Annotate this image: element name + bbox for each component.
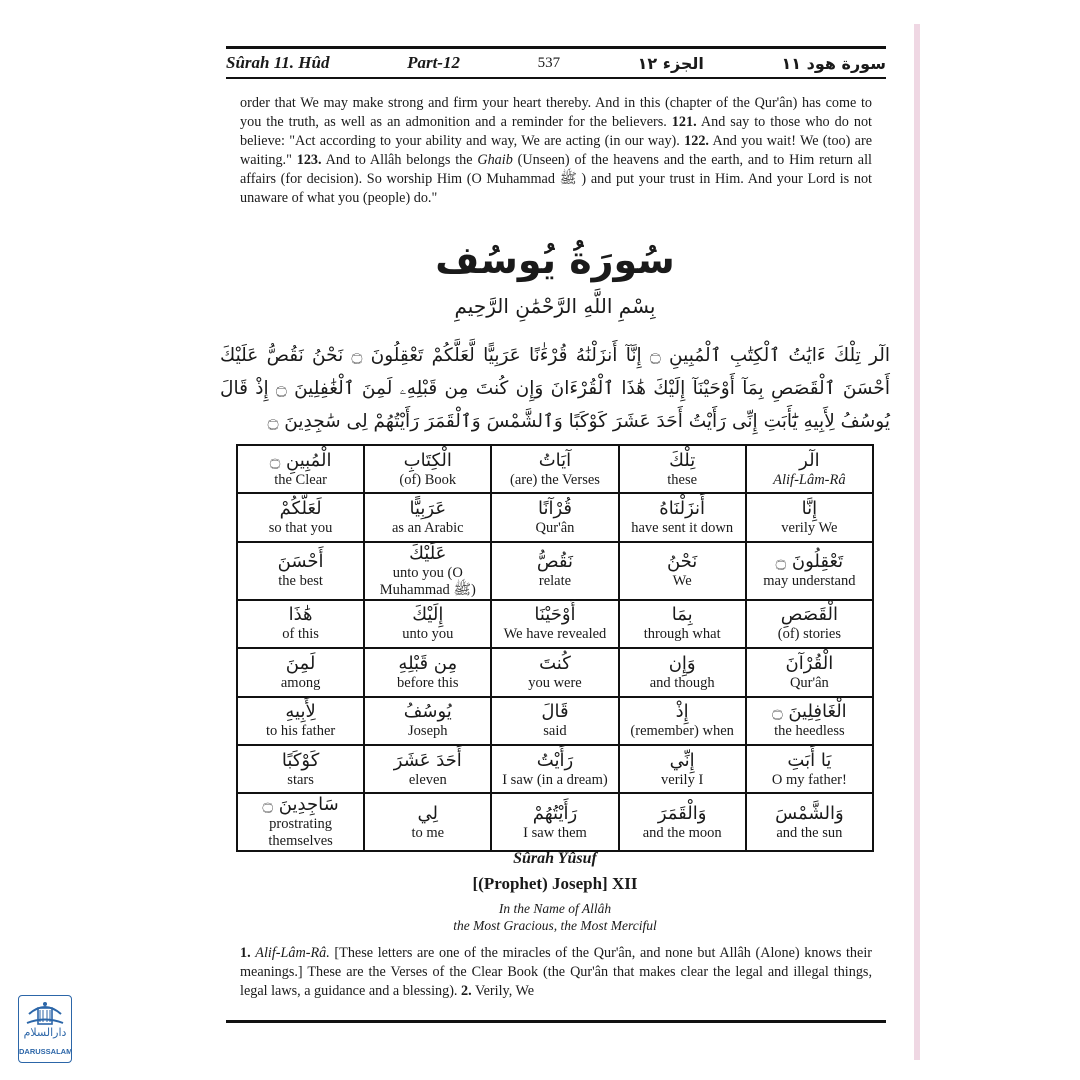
arabic-word: وَالشَّمْسَ	[775, 802, 844, 824]
text-run: And to Allâh belongs the	[321, 152, 478, 168]
english-gloss: to his father	[265, 723, 336, 740]
arabic-word: عَرَبِيًّا	[409, 498, 447, 520]
header-part: Part-12	[407, 53, 460, 72]
header-juz-arabic: الجزء ١٢	[637, 53, 704, 73]
english-gloss: relate	[538, 573, 572, 590]
surah-heading-subtitle: [(Prophet) Joseph] XII	[472, 874, 638, 893]
english-gloss: (remember) when	[630, 723, 734, 740]
arabic-word: يُوسُفُ	[403, 701, 452, 723]
english-gloss: Qur'ân	[789, 674, 829, 691]
word-cell	[746, 793, 873, 851]
word-cell	[237, 745, 364, 793]
arabic-word: سَاجِدِينَ ۝	[262, 794, 339, 816]
word-cell	[364, 600, 491, 648]
running-header	[226, 46, 886, 79]
invocation-line-2: the Most Gracious, the Most Merciful	[453, 918, 657, 933]
arabic-word: كُنتَ	[539, 652, 571, 674]
arabic-word: الْغَافِلِينَ ۝	[772, 701, 847, 723]
word-cell	[619, 745, 746, 793]
table-row	[237, 745, 873, 793]
logo-arabic-text: دارالسلام	[23, 1026, 67, 1039]
word-cell	[237, 793, 364, 851]
arabic-word: أَحْسَنَ	[277, 551, 324, 573]
word-cell	[491, 697, 618, 745]
arabic-word: رَأَيْتُ	[536, 749, 574, 771]
word-cell	[237, 542, 364, 600]
word-cell	[364, 445, 491, 493]
header-surah: Sûrah 11. Hûd	[226, 53, 330, 72]
arabic-word: لَمِنَ	[285, 652, 316, 674]
arabic-word: الْكِتَابِ	[403, 449, 452, 471]
english-gloss: through what	[643, 626, 721, 643]
english-gloss: may understand	[763, 573, 856, 590]
verse-number: 1.	[240, 945, 251, 961]
english-gloss: to me	[411, 824, 445, 841]
english-gloss: (are) the Verses	[510, 471, 600, 488]
word-cell	[619, 542, 746, 600]
table-row	[237, 648, 873, 696]
table-row	[237, 542, 873, 600]
arabic-word: يَا أَبَتِ	[787, 749, 832, 771]
english-gloss: the best	[278, 573, 323, 590]
word-cell	[364, 697, 491, 745]
text-run: And you wait! We (too) are waiting."	[240, 133, 872, 168]
arabic-word: إِلَيْكَ	[412, 604, 444, 626]
word-cell	[746, 697, 873, 745]
english-gloss: prostrating themselves	[268, 816, 333, 850]
word-cell	[746, 745, 873, 793]
arabic-word: لَعَلَّكُمْ	[279, 498, 322, 520]
arabic-word: تَعْقِلُونَ ۝	[775, 551, 844, 573]
word-cell	[364, 493, 491, 541]
text-run: [These letters are one of the miracles of the Qur'ân, and none but Allâh (Alone) knows their meanings.] These are the Verses of the Clear Book (the Qur'ân that makes clear the legal and illegal things, legal laws, a guidance and a blessing).	[240, 945, 872, 999]
text-run: And say to those who do not believe: "Act according to your ability and way, We are acting (in our way).	[240, 114, 872, 149]
italic-term: Alif-Lâm-Râ.	[255, 945, 330, 961]
arabic-word: نَحْنُ	[666, 551, 698, 573]
darussalam-logo	[18, 995, 72, 1063]
word-cell	[491, 493, 618, 541]
english-gloss: as an Arabic	[391, 520, 464, 537]
verse-number: 2.	[461, 983, 472, 999]
english-gloss: unto you (O Muhammad ﷺ)	[379, 564, 476, 598]
text-run: order that We may make strong and firm your heart thereby. And in this (chapter of the Qur'ân) has come to you the truth, as well as an admonition and a reminder for the believers.	[240, 95, 872, 130]
english-gloss: eleven	[408, 771, 447, 788]
logo-english-text: DARUSSALAM	[19, 1047, 73, 1056]
arabic-word: رَأَيْتُهُمْ	[532, 802, 578, 824]
english-gloss: verily We	[781, 520, 838, 537]
english-gloss: We	[672, 573, 692, 590]
surah-title-calligraphy: سُورَةُ يُوسُف	[435, 238, 675, 282]
arabic-word: كَوْكَبًا	[281, 749, 320, 771]
english-gloss: (of) stories	[777, 626, 841, 643]
english-gloss: I saw (in a dream)	[502, 771, 608, 788]
english-gloss: verily I	[661, 771, 704, 788]
arabic-word: أَوْحَيْنَا	[534, 604, 576, 626]
word-cell	[237, 648, 364, 696]
word-cell	[619, 793, 746, 851]
english-gloss: stars	[287, 771, 314, 788]
arabic-word: مِن قَبْلِهِ	[398, 652, 458, 674]
arabic-word: إِنِّي	[669, 749, 695, 771]
arabic-word: عَلَيْكَ	[409, 542, 447, 564]
page-number: 537	[537, 54, 561, 71]
arabic-word: الٓر	[799, 449, 820, 471]
word-cell	[491, 445, 618, 493]
arabic-word: لِأَبِيهِ	[285, 701, 316, 723]
english-gloss: (of) Book	[399, 471, 457, 488]
arabic-word: أَنزَلْنَاهُ	[659, 498, 706, 520]
arabic-word: قَالَ	[541, 701, 569, 723]
word-cell	[237, 697, 364, 745]
english-gloss: Qur'ân	[535, 520, 575, 537]
word-cell	[491, 793, 618, 851]
english-gloss: and the moon	[642, 824, 722, 841]
english-gloss: the heedless	[774, 723, 845, 740]
word-cell	[746, 600, 873, 648]
arabic-word: بِمَا	[671, 604, 693, 626]
word-cell	[746, 542, 873, 600]
word-cell	[491, 745, 618, 793]
text-run: Verily, We	[471, 983, 535, 999]
arabic-word: لِي	[417, 802, 439, 824]
word-cell	[746, 445, 873, 493]
word-cell	[619, 648, 746, 696]
header-surah-arabic: سورة هود ١١	[781, 53, 886, 73]
arabic-word: الْقُرْآنَ	[785, 652, 834, 674]
english-gloss: of this	[282, 626, 319, 643]
word-cell	[491, 648, 618, 696]
english-gloss: among	[280, 674, 321, 691]
arabic-word: آيَاتُ	[538, 449, 572, 471]
word-cell	[491, 600, 618, 648]
table-row	[237, 697, 873, 745]
word-cell	[619, 445, 746, 493]
top-translation-paragraph	[240, 94, 872, 208]
italic-term: Ghaib	[477, 152, 513, 168]
arabic-word: إِنَّا	[801, 498, 818, 520]
word-cell	[237, 493, 364, 541]
arabic-word: أَحَدَ عَشَرَ	[393, 749, 462, 771]
footer-rule	[226, 1020, 886, 1023]
word-cell	[619, 493, 746, 541]
arabic-verses: الٓر تِلْكَ ءَايَٰتُ ٱلْكِتَٰبِ ٱلْمُبِينِ ۝ إِنَّآ أَنزَلْنَٰهُ قُرْءَٰنًا عَرَبِيًّا لَّعَلَّكُمْ تَعْقِلُونَ ۝ نَحْنُ نَقُصُّ عَلَيْكَ أَحْسَنَ ٱلْقَصَصِ بِمَآ أَوْحَيْنَآ إِلَيْكَ هَٰذَا ٱلْقُرْءَانَ وَإِن كُنتَ مِن قَبْلِهِۦ لَمِنَ ٱلْغَٰفِلِينَ ۝ إِذْ قَالَ يُوسُفُ لِأَبِيهِ يَٰٓأَبَتِ إِنِّى رَأَيْتُ أَحَدَ عَشَرَ كَوْكَبًا وَٱلشَّمْسَ وَٱلْقَمَرَ رَأَيْتُهُمْ لِى سَٰجِدِينَ ۝	[220, 345, 890, 432]
english-gloss: you were	[528, 674, 582, 691]
english-gloss: and though	[649, 674, 715, 691]
arabic-word: تِلْكَ	[669, 449, 696, 471]
word-cell	[364, 793, 491, 851]
word-cell	[364, 648, 491, 696]
verse-number: 123.	[296, 152, 322, 168]
arabic-word: وَالْقَمَرَ	[657, 802, 707, 824]
english-gloss: Joseph	[408, 723, 448, 740]
arabic-word: نَقُصُّ	[536, 551, 574, 573]
table-row	[237, 445, 873, 493]
basmala: بِسْمِ اللَّهِ الرَّحْمَٰنِ الرَّحِيمِ	[454, 294, 656, 318]
word-cell	[619, 697, 746, 745]
table-row	[237, 600, 873, 648]
word-cell	[237, 600, 364, 648]
verse-number: 121.	[671, 114, 697, 130]
word-cell	[746, 493, 873, 541]
arabic-word: إِذْ	[675, 701, 689, 723]
word-cell	[364, 542, 491, 600]
surah-heading-name: Sûrah Yûsuf	[513, 850, 597, 867]
arabic-word: الْقَصَصِ	[780, 604, 838, 626]
verse-number: 122.	[684, 133, 709, 149]
english-gloss: said	[543, 723, 567, 740]
word-cell	[619, 600, 746, 648]
mosque-book-icon	[19, 996, 71, 1026]
bottom-translation-paragraph	[240, 944, 872, 1001]
english-gloss: these	[667, 471, 698, 488]
arabic-word: قُرْآنًا	[537, 498, 572, 520]
word-by-word-table	[236, 444, 874, 852]
word-cell	[364, 745, 491, 793]
word-cell	[491, 542, 618, 600]
invocation-line-1: In the Name of Allâh	[498, 901, 612, 916]
text-run: (Unseen) of the heavens and the earth, and to Him return all affairs (for decision). So worship Him (O Muhammad ﷺ ) and put your trust in Him. And your Lord is not unaware of what you (people) do."	[240, 152, 872, 206]
arabic-word: هَٰذَا	[288, 604, 313, 626]
english-gloss: and the sun	[776, 824, 843, 841]
word-cell	[237, 445, 364, 493]
english-gloss: before this	[396, 674, 459, 691]
word-cell	[746, 648, 873, 696]
english-gloss: so that you	[268, 520, 333, 537]
english-gloss: Alif-Lâm-Râ	[773, 471, 846, 488]
english-gloss: I saw them	[523, 824, 587, 841]
word-table-body	[237, 445, 873, 851]
table-row	[237, 793, 873, 851]
table-row	[237, 493, 873, 541]
book-page	[196, 24, 920, 1060]
english-gloss: O my father!	[771, 771, 847, 788]
arabic-word: وَإِن	[668, 652, 696, 674]
english-gloss: We have revealed	[503, 626, 607, 643]
arabic-word: الْمُبِينِ ۝	[269, 449, 332, 471]
english-gloss: unto you	[402, 626, 454, 643]
english-gloss: have sent it down	[631, 520, 734, 537]
english-gloss: the Clear	[274, 471, 327, 488]
